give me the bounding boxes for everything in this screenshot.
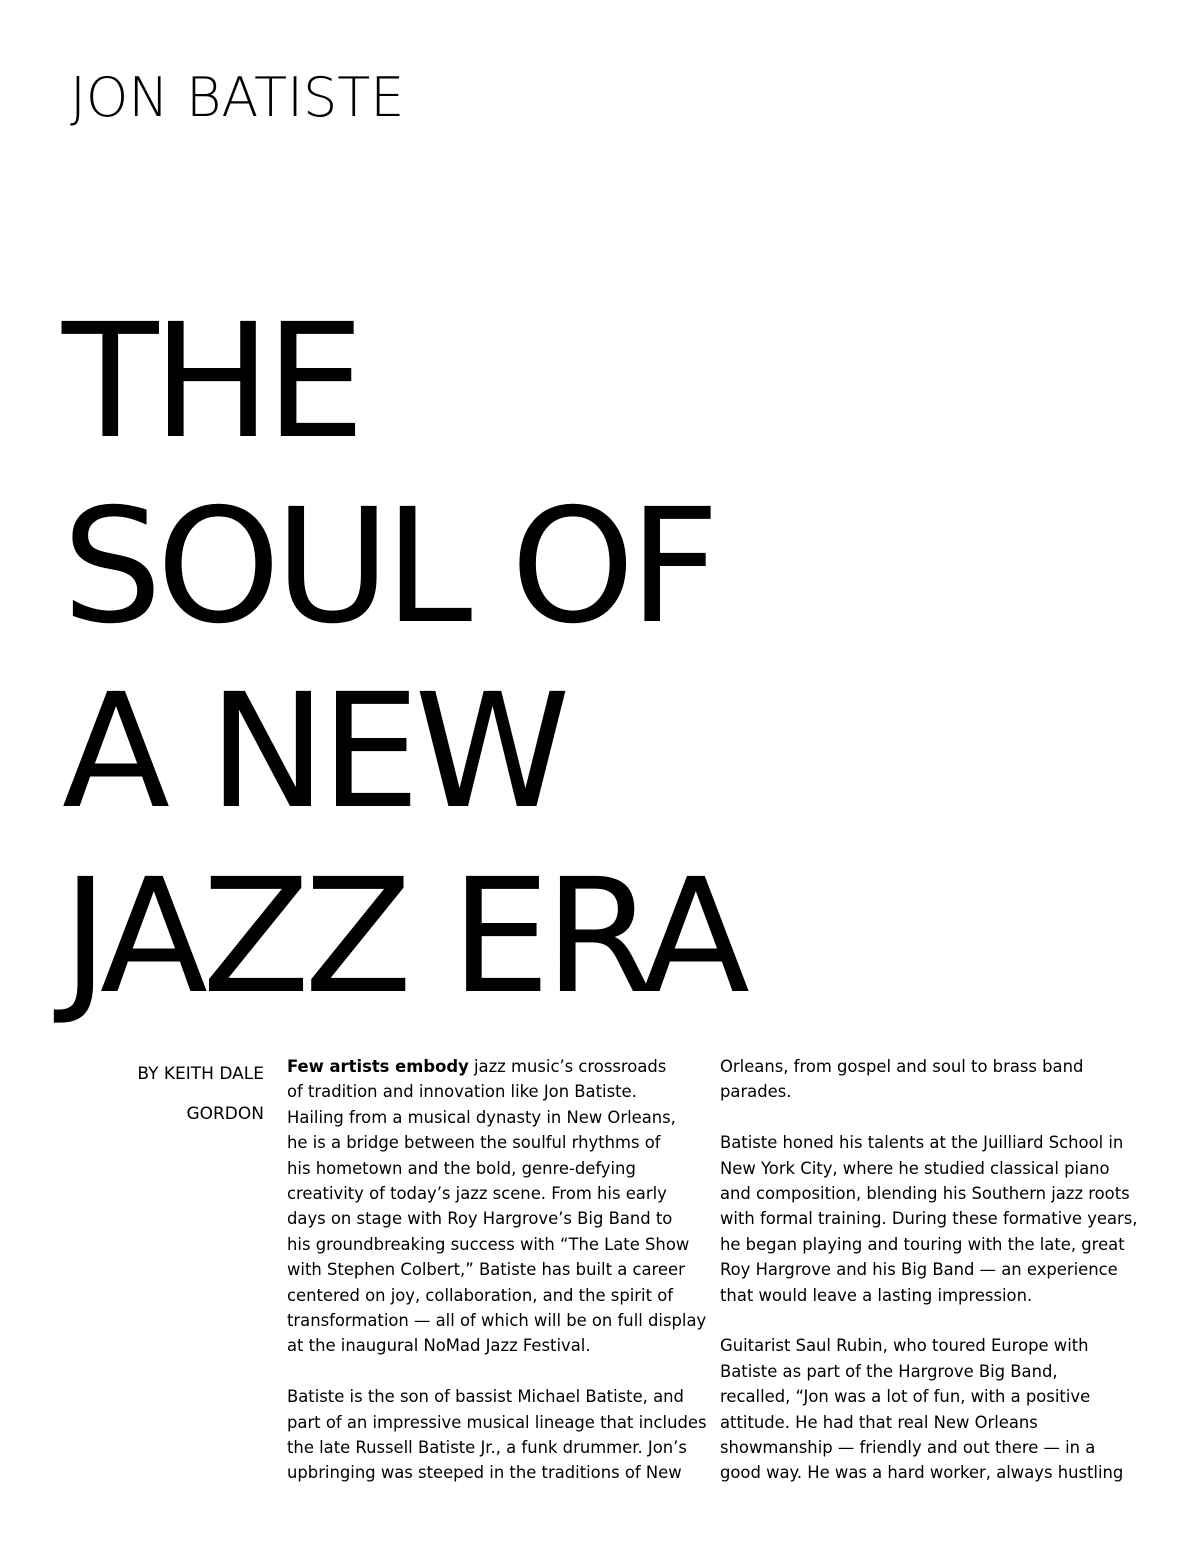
paragraph-line: upbringing was steeped in the traditions of New [287, 1463, 682, 1483]
paragraph-line: showmanship — friendly and out there — in a [720, 1438, 1096, 1458]
paragraph-line: his hometown and the bold, genre-defying [287, 1158, 636, 1178]
paragraph-line: he is a bridge between the soulful rhythms of [287, 1133, 661, 1153]
paragraph-line [287, 1054, 695, 1079]
section-kicker: JON BATISTE [70, 66, 405, 129]
byline-line: BY KEITH DALE [137, 1064, 264, 1084]
paragraph-line: at the inaugural NoMad Jazz Festival. [287, 1336, 591, 1356]
paragraph-line: and composition, blending his Southern jazz roots [720, 1184, 1130, 1204]
paragraph-line: Batiste honed his talents at the Juilliard School in [720, 1133, 1124, 1153]
paragraph-line: transformation — all of which will be on full display [287, 1311, 707, 1331]
headline-line: SOUL OF [62, 475, 714, 659]
paragraph-line: centered on joy, collaboration, and the spirit of [287, 1285, 674, 1305]
headline-line: A NEW [62, 660, 565, 844]
paragraph-line: the late Russell Batiste Jr., a funk drummer. Jon’s [287, 1438, 687, 1458]
paragraph-line: good way. He was a hard worker, always hustling [720, 1463, 1124, 1483]
paragraph-line: with Stephen Colbert,” Batiste has built a career [287, 1260, 685, 1280]
paragraph-line: New York City, where he studied classical piano [720, 1158, 1110, 1178]
article-headline [62, 290, 744, 1030]
body-column-left [287, 1054, 707, 1511]
paragraph-line: attitude. He had that real New Orleans [720, 1412, 1038, 1432]
paragraph-line: that would leave a lasting impression. [720, 1285, 1033, 1305]
paragraph-line-text: jazz music’s crossroads [468, 1057, 667, 1076]
body-paragraph [287, 1054, 707, 1359]
body-paragraph [720, 1130, 1138, 1308]
byline-line: GORDON [186, 1104, 264, 1124]
lead-in-bold: Few artists embody [287, 1057, 469, 1076]
body-column-right [720, 1054, 1138, 1511]
paragraph-line: Batiste as part of the Hargrove Big Band, [720, 1361, 1058, 1381]
body-paragraph [720, 1333, 1132, 1485]
paragraph-line: with formal training. During these formative years, [720, 1209, 1138, 1229]
paragraph-line: Orleans, from gospel and soul to brass band [720, 1057, 1084, 1076]
paragraph-line: recalled, “Jon was a lot of fun, with a positive [720, 1387, 1091, 1407]
paragraph-line: his groundbreaking success with “The Late Show [287, 1234, 690, 1254]
paragraph-line: of tradition and innovation like Jon Batiste. [287, 1082, 637, 1102]
paragraph-line: creativity of today’s jazz scene. From his early [287, 1184, 667, 1204]
paragraph-line: days on stage with Roy Hargrove’s Big Band to [287, 1209, 673, 1229]
body-paragraph [287, 1384, 707, 1486]
paragraph-line: he began playing and touring with the late, great [720, 1234, 1125, 1254]
paragraph-line: Roy Hargrove and his Big Band — an experience [720, 1260, 1118, 1280]
paragraph-line: Batiste is the son of bassist Michael Batiste, and [287, 1387, 684, 1407]
headline-line: JAZZ ERA [62, 845, 744, 1029]
headline-line: THE [62, 290, 360, 474]
author-byline [100, 1054, 264, 1134]
paragraph-line: Hailing from a musical dynasty in New Orleans, [287, 1107, 676, 1127]
paragraph-line: part of an impressive musical lineage that includes [287, 1412, 707, 1432]
paragraph-line: parades. [720, 1082, 792, 1102]
body-paragraph [720, 1054, 1132, 1105]
paragraph-line: Guitarist Saul Rubin, who toured Europe with [720, 1336, 1089, 1356]
